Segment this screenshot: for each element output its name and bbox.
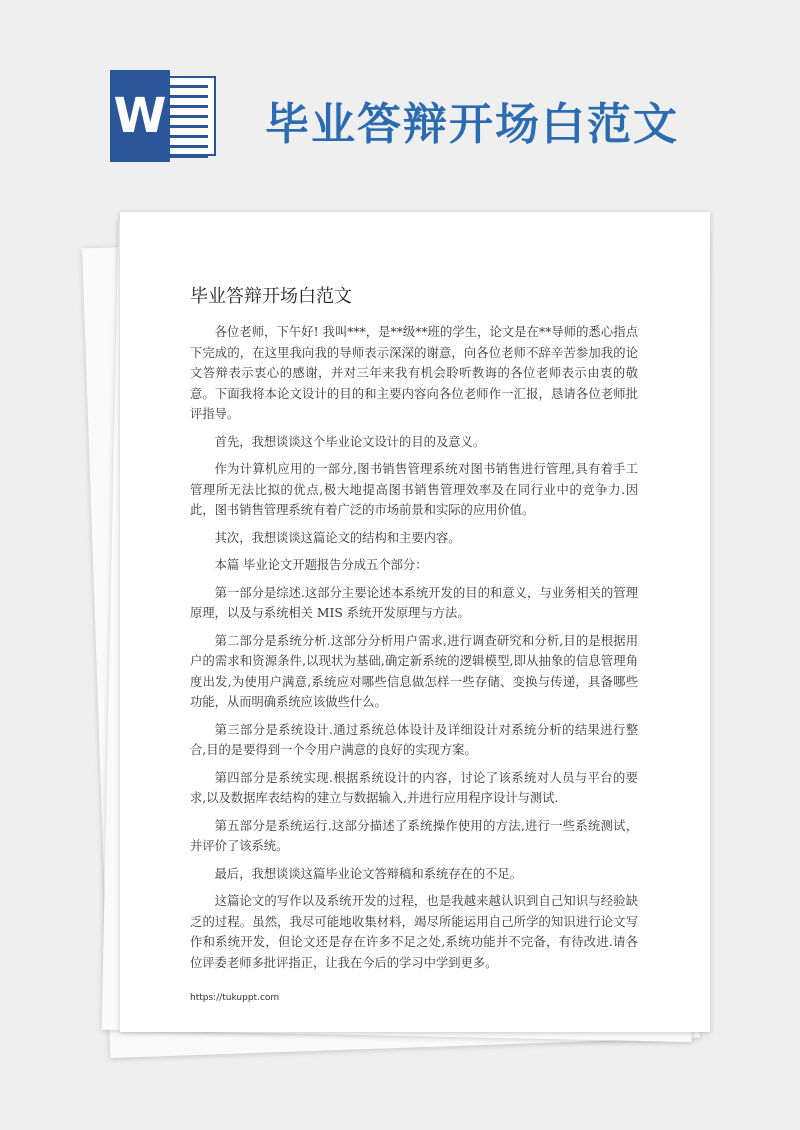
paragraph-purpose: 作为计算机应用的一部分,图书销售管理系统对图书销售进行管理,具有着手工管理所无法比拟的优点,极大地提高图书销售管理效率及在同行业中的竞争力.因此，图书销售管理系统有着广泛的市场前景和实际的应用价值。 — [190, 462, 638, 517]
paragraph-greeting: 各位老师，下午好! 我叫***，是**级**班的学生，论文是在**导师的悉心指点下完成的，在这里我向我的导师表示深深的谢意，向各位老师不辞辛苦参加我的论文答辩表示衷心的感谢，并对三年来我有机会聆听教诲的各位老师表示由衷的敬意。下面我将本论文设计的目的和主要内容向各位老师作一汇报，恳请各位老师批评指导。 — [190, 325, 638, 421]
paragraph-part-5: 第五部分是系统运行.这部分描述了系统操作使用的方法,进行一些系统测试，并评价了该系统。 — [190, 818, 638, 853]
paragraph-structure-intro: 其次，我想谈谈这篇论文的结构和主要内容。 — [214, 530, 461, 545]
paragraph-part-2: 第二部分是系统分析.这部分分析用户需求,进行调查研究和分析,目的是根据用户的需求和资源条件,以现状为基础,确定新系统的逻辑模型,即从抽象的信息管理角度出发,为使用户满意,系统应对哪些信息做怎样一些存储、变换与传递，具备哪些功能，从而明确系统应该做些什么。 — [190, 633, 638, 709]
document-page — [120, 212, 710, 1032]
footer-url: https://tukuppt.com — [190, 993, 280, 1003]
paragraph-purpose-intro: 首先，我想谈谈这个毕业论文设计的目的及意义。 — [214, 434, 486, 449]
paragraph-part-1: 第一部分是综述.这部分主要论述本系统开发的目的和意义，与业务相关的管理原理，以及与系统相关 MIS 系统开发原理与方法。 — [190, 585, 638, 620]
document-body — [190, 322, 638, 980]
paragraph-shortcomings-intro: 最后，我想谈谈这篇毕业论文答辩稿和系统存在的不足。 — [214, 866, 523, 881]
paragraph-part-3: 第三部分是系统设计.通过系统总体设计及详细设计对系统分析的结果进行整合,目的是要得到一个令用户满意的良好的实现方案。 — [190, 722, 638, 757]
page-header — [0, 0, 800, 200]
paragraph-parts-intro: 本篇 毕业论文开题报告分成五个部分： — [214, 558, 428, 572]
paragraph-conclusion: 这篇论文的写作以及系统开发的过程，也是我越来越认识到自己知识与经验缺乏的过程。虽然，我尽可能地收集材料，竭尽所能运用自己所学的知识进行论文写作和系统开发，但论文还是存在许多不足之处,系统功能并不完备，有待改进.请各位评委老师多批评指正，让我在今后的学习中学到更多。 — [190, 894, 638, 970]
header-title: 毕业答辩开场白范文 — [265, 99, 679, 150]
paragraph-part-4: 第四部分是系统实现.根据系统设计的内容，讨论了该系统对人员与平台的要求,以及数据库表结构的建立与数据输入,并进行应用程序设计与测试. — [190, 770, 638, 805]
word-document-icon — [110, 70, 220, 162]
word-badge: W — [110, 70, 170, 162]
document-title: 毕业答辩开场白范文 — [190, 286, 352, 307]
